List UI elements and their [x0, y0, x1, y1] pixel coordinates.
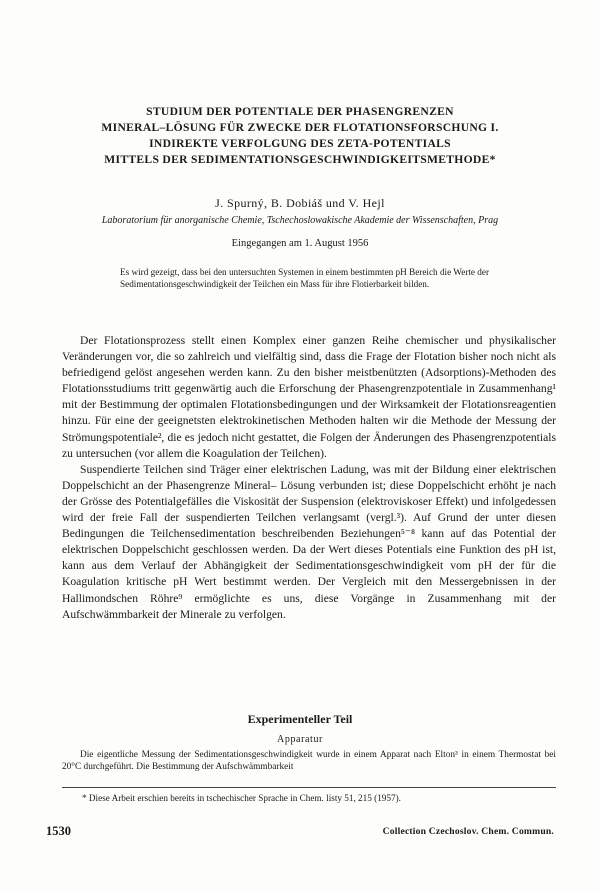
- journal-name: Collection Czechoslov. Chem. Commun.: [382, 826, 554, 837]
- authors: J. Spurný, B. Dobiáš und V. Hejl: [215, 196, 385, 210]
- abstract: Es wird gezeigt, dass bei den untersuchten Systemen in einem bestimmten pH Bereich die Werte der Sedimentationsgeschwindigkeit der Teilchen ein Mass für ihre Flotierbarkeit bilden.: [120, 267, 490, 289]
- title-line: MINERAL–LÖSUNG FÜR ZWECKE DER FLOTATIONSFORSCHUNG I.: [101, 121, 499, 134]
- title-line: STUDIUM DER POTENTIALE DER PHASENGRENZEN: [146, 105, 454, 118]
- title-line: INDIREKTE VERFOLGUNG DES ZETA-POTENTIALS: [149, 137, 451, 150]
- section-paragraph: Die eigentliche Messung der Sedimentationsgeschwindigkeit wurde in einem Apparat nach Elton³ in einem Thermostat bei 20°C durchgeführt. Die Bestimmung der Aufschwämmbarkeit: [62, 750, 556, 772]
- body-text: [62, 333, 556, 623]
- affiliation: Laboratorium für anorganische Chemie, Tschechoslowakische Akademie der Wissenschaften, Prag: [101, 215, 499, 226]
- received-date: Eingegangen am 1. August 1956: [231, 238, 369, 249]
- body-paragraph: Der Flotationsprozess stellt einen Komplex einer ganzen Reihe chemischer und physikalischer Veränderungen vor, die so zahlreich und vielfältig sind, dass die Frage der Flotation bisher noch nicht als befriedigend gelöst angesehen werden kann. Zu den bisher meistbenützten (Adsorptions)-Methoden des Flotationsstudiums tritt gegenwärtig auch die Erforschung der Phasengrenzpotentiale in Zusammenhang¹ mit der Bestimmung der optimalen Flotationsbedingungen und der Wirksamkeit der Flotationsreagentien hinzu. Für eine der geeignetsten elektrokinetischen Methoden halten wir die Methode der Messung der Strömungspotentiale², die es jedoch nicht gestattet, die Folgen der Änderungen des Phasengrenzpotentials zu untersuchen (vor allem die Koagulation der Teilchen).: [62, 334, 556, 460]
- footnote-divider: [62, 787, 556, 788]
- section-title: Experimenteller Teil: [247, 712, 353, 726]
- page-number: 1530: [46, 824, 71, 838]
- body-paragraph: Suspendierte Teilchen sind Träger einer elektrischen Ladung, was mit der Bildung einer elektrischen Doppelschicht an der Phasengrenze Mineral– Lösung verbunden ist; diese Doppelschicht erhöht je nach der Grösse des Potentialgefälles die Viskosität der Suspension (elektroviskoser Effekt) und infolgedessen wird der freie Fall der suspendierten Teilchen verlangsamt (vergl.³). Auf Grund der unter diesen Bedingungen die Teilchensedimentation beschreibenden Beziehungen⁵⁻⁸ kann auf das Potential der elektrischen Doppelschicht geschlossen werden. Da der Wert dieses Potentials eine Funktion des pH ist, kann aus dem Verlauf der Abhängigkeit der Sedimentationsgeschwindigkeit vom pH der für die Koagulation kritische pH Wert bestimmt werden. Der Vergleich mit den Messergebnissen in der Hallimondschen Röhre⁹ ermöglichte es uns, diese Vorgänge in Zusammenhang mit der Aufschwämmbarkeit der Minerale zu verfolgen.: [62, 462, 556, 621]
- title-line: MITTELS DER SEDIMENTATIONSGESCHWINDIGKEITSMETHODE*: [104, 153, 496, 166]
- paper-title: [40, 104, 560, 168]
- subsection-title: Apparatur: [277, 734, 323, 745]
- footnote: * Diese Arbeit erschien bereits in tschechischer Sprache in Chem. listy 51, 215 (1957).: [82, 793, 401, 803]
